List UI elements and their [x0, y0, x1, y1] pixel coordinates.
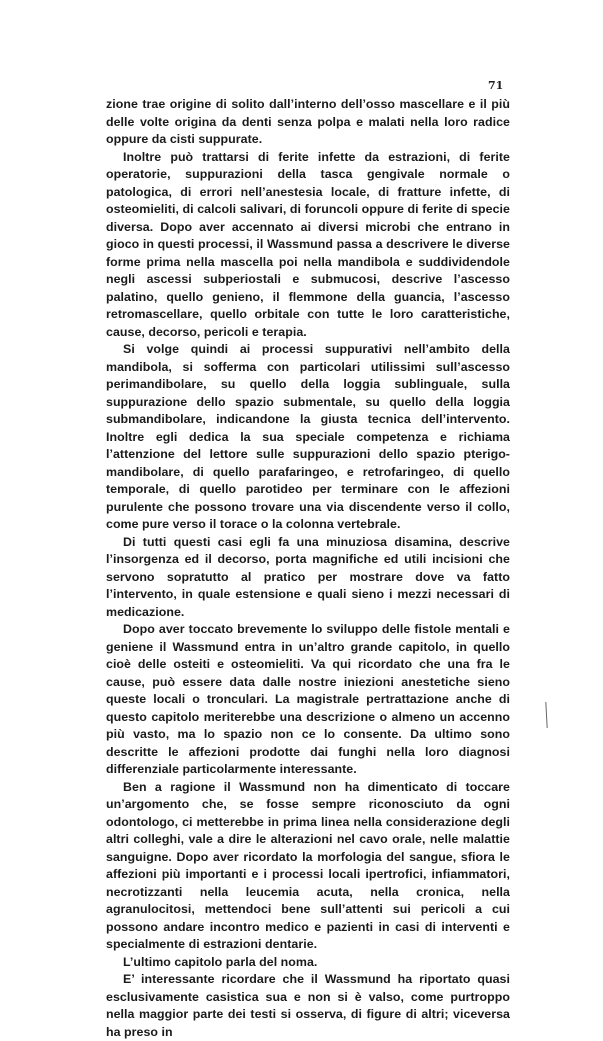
- paragraph: Inoltre può trattarsi di ferite infette da estrazioni, di ferite operatorie, suppurazioni della tasca gengivale normale o patologica, di errori nell’anestesia locale, di fratture infette, di osteomieliti, di calcoli salivari, di foruncoli oppure di ferite di specie diversa. Dopo aver accennato ai diversi microbi che entrano in gioco in questi processi, il Wassmund passa a descrivere le diverse forme prima nella mascella poi nella mandibola e suddividendole negli ascessi subperiostali e submucosi, descrive l’ascesso palatino, quello genieno, il flemmone della guancia, l’ascesso retromascellare, quello orbitale con tutte le loro caratteristiche, cause, decorso, pericoli e terapia.: [106, 149, 510, 339]
- paragraph: Dopo aver toccato brevemente lo sviluppo delle fistole mentali e geniene il Wassmund entra in un’altro grande capitolo, in quello cioè delle osteiti e osteomieliti. Va qui ricordato che una fra le cause, può essere data dalle nostre iniezioni anestetiche sieno queste locali o tronculari. La magistrale pertrattazione anche di questo capitolo meriterebbe una descrizione o almeno un accenno più vasto, ma lo spazio non ce lo consente. Da ultimo sono descritte le affezioni prodotte dai funghi nella loro diagnosi differenziale particolarmente interessante.: [106, 622, 510, 776]
- paragraph: Ben a ragione il Wassmund non ha dimenticato di toccare un’argomento che, se fosse sempre riconosciuto da ogni odontologo, ci metterebbe in prima linea nella considerazione degli altri colleghi, vale a dire le alterazioni nel cavo orale, nelle malattie sanguigne. Dopo aver ricordato la morfologia del sangue, sfiora le affezioni più importanti e i processi locali ipertrofici, infiammatori, necrotizzanti nella leucemia acuta, nella cronica, nella agranulocitosi, mettendoci bene sull’attenti sui pericoli a cui possono andare incontro medico e pazienti in casi di interventi e specialmente di estrazioni dentarie.: [106, 779, 510, 951]
- paragraph: L’ultimo capitolo parla del noma.: [123, 954, 318, 969]
- margin-pencil-mark: [545, 702, 547, 728]
- body-text: [106, 96, 510, 1041]
- paragraph: Si volge quindi ai processi suppurativi nell’ambito della mandibola, si sofferma con particolari utilissimi sull’ascesso perimandibolare, su quello della loggia sublinguale, sulla suppurazione dello spazio submentale, su quello della loggia submandibolare, indicandone la giusta tecnica dell’intervento. Inoltre egli dedica la sua speciale competenza e richiama l’attenzione del lettore sulle suppurazioni dello spazio pterigo-mandibolare, di quello parafaringeo, e retrofaringeo, di quello temporale, di quello parotideo per terminare con le affezioni purulente che possono trovare una via discendente verso il collo, come pure verso il torace o la colonna vertebrale.: [106, 342, 510, 531]
- paragraph-continuation: zione trae origine di solito dall’interno dell’osso mascellare e il più delle volte origina da denti senza polpa e malati nella loro radice oppure da cisti suppurate.: [106, 97, 510, 146]
- paragraph: Di tutti questi casi egli fa una minuziosa disamina, descrive l’insorgenza ed il decorso, porta magnifiche ed utili incisioni che servono sopratutto al pratico per mostrare dove va fatto l’intervento, in quale estensione e quali sieno i mezzi necessari di medicazione.: [106, 534, 510, 619]
- paragraph: E’ interessante ricordare che il Wassmund ha riportato quasi esclusivamente casistica sua e non si è valso, come purtroppo nella maggior parte dei testi si osserva, di figure di altri; viceversa ha preso in: [106, 972, 510, 1039]
- page-number: 71: [488, 79, 504, 92]
